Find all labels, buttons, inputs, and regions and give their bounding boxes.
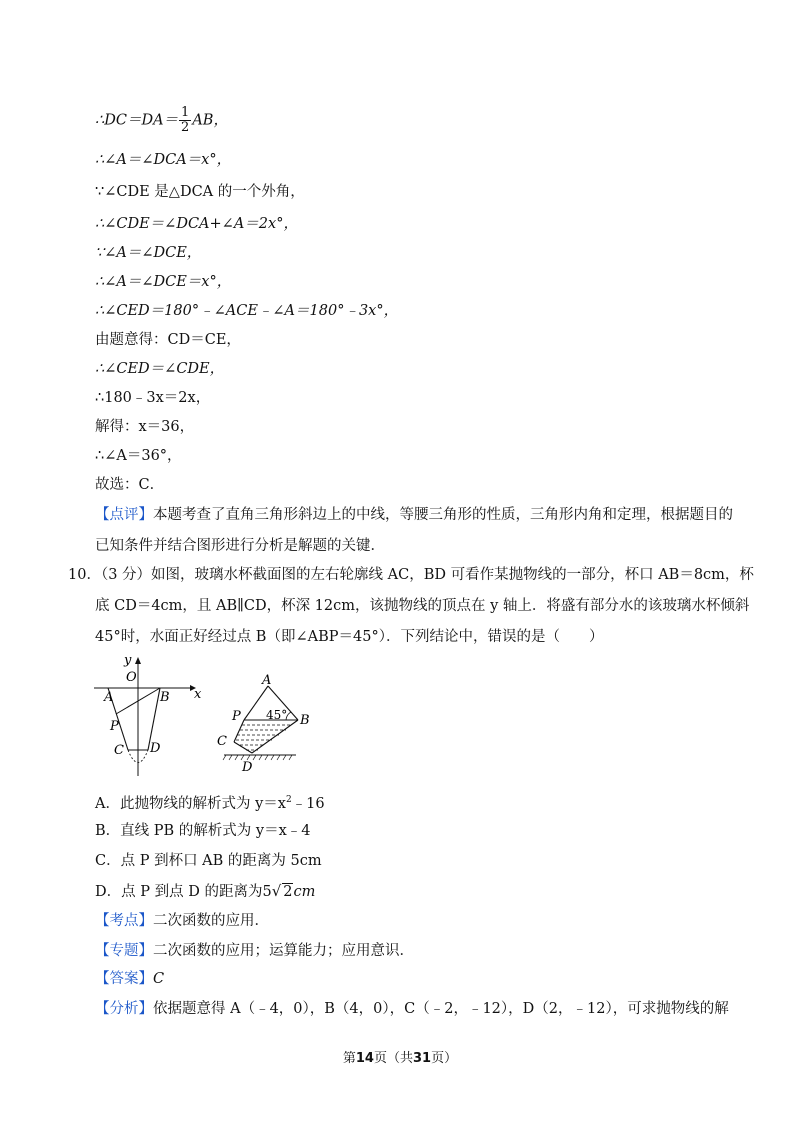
fenxi-tag: 【分析】: [95, 1001, 153, 1017]
fig2-label-c: C: [217, 734, 227, 749]
fig1-label-p: P: [110, 719, 119, 734]
zhuanti-line: 【专题】二次函数的应用；运算能力；应用意识．: [95, 943, 414, 959]
fig2-label-p: P: [232, 709, 241, 724]
question-line-2: 底 CD＝4cm，且 AB∥CD，杯深 12cm，该抛物线的顶点在 y 轴上．将盛有部分水的该玻璃水杯倾斜: [95, 598, 750, 614]
option-b[interactable]: B．直线 PB 的解析式为 y＝x﹣4: [95, 823, 311, 839]
solution-line-7: ∴∠CED＝180°﹣∠ACE﹣∠A＝180°﹣3x°，: [95, 303, 399, 319]
fig2-label-angle: 45°: [266, 708, 288, 722]
fig1-label-y: y: [124, 653, 132, 668]
fig1-label-d: D: [150, 741, 161, 756]
solution-line-13: 故选：C．: [95, 477, 165, 493]
zhuanti-tag: 【专题】: [95, 943, 153, 959]
option-c[interactable]: C．点 P 到杯口 AB 的距离为 5cm: [95, 853, 322, 869]
kaodian-tag: 【考点】: [95, 913, 153, 929]
fraction-one-half: $\frac{1}{2}$: [181, 105, 190, 135]
page-total: 31: [413, 1051, 432, 1066]
solution-line-4: ∴∠CDE＝∠DCA+∠A＝2x°，: [95, 216, 298, 232]
fig1-label-a: A: [104, 690, 114, 705]
solution-line-6: ∴∠A＝∠DCE＝x°，: [95, 274, 232, 290]
solution-line-5: ∵∠A＝∠DCE，: [95, 245, 202, 261]
question-line-3: 45°时，水面正好经过点 B（即∠ABP＝45°）．下列结论中，错误的是（ ）: [95, 629, 604, 645]
question-number: 10．: [68, 567, 101, 583]
solution-line-11: 解得：x＝36，: [95, 419, 195, 435]
daan-tag: 【答案】: [95, 971, 153, 987]
figure-tilted-cup: [212, 672, 324, 776]
figure-cup-coordinate: [92, 650, 212, 780]
option-d[interactable]: D．点 P 到点 D 的距离为5√ 2cm: [95, 882, 316, 900]
fig2-label-a: A: [262, 673, 272, 688]
solution-line-2: ∴∠A＝∠DCA＝x°，: [95, 152, 232, 168]
fig2-label-d: D: [242, 760, 253, 775]
fig1-label-c: C: [114, 743, 124, 758]
solution-line-10: ∴180﹣3x＝2x，: [95, 390, 211, 406]
page-footer: 第14页（共31页）: [342, 1051, 458, 1066]
fenxi-line: 【分析】依据题意得 A（﹣4，0），B（4，0），C（﹣2，﹣12），D（2，﹣12），可求抛物线的解: [95, 1001, 729, 1017]
kaodian-line: 【考点】二次函数的应用．: [95, 913, 269, 929]
solution-line-9: ∴∠CED＝∠CDE，: [95, 361, 225, 377]
page-number: 14: [355, 1051, 374, 1066]
option-a[interactable]: A．此抛物线的解析式为 $y=x^2﹣16$: [95, 795, 325, 812]
solution-line-8: 由题意得：CD＝CE，: [95, 332, 241, 348]
question-line-1: 10．（3 分）如图，玻璃水杯截面图的左右轮廓线 AC，BD 可看作某抛物线的一部分，杯口 AB＝8cm，杯: [68, 567, 754, 583]
solution-line-12: ∴∠A＝36°，: [95, 448, 182, 464]
solution-line-3: ∵∠CDE 是△DCA 的一个外角，: [95, 184, 305, 200]
fig1-label-b: B: [160, 690, 170, 705]
fig1-label-x: x: [194, 687, 202, 702]
review-line-1: 【点评】本题考查了直角三角形斜边上的中线，等腰三角形的性质，三角形内角和定理，根据题目的: [95, 507, 733, 523]
solution-line-1: ∴DC＝DA＝ $\frac{1}{2}$ AB，: [95, 105, 228, 135]
review-tag: 【点评】: [95, 507, 153, 523]
daan-line: 【答案】C: [95, 971, 165, 987]
review-line-2: 已知条件并结合图形进行分析是解题的关键．: [95, 538, 385, 554]
fig2-label-b: B: [300, 713, 310, 728]
fig1-label-o: O: [126, 670, 137, 685]
